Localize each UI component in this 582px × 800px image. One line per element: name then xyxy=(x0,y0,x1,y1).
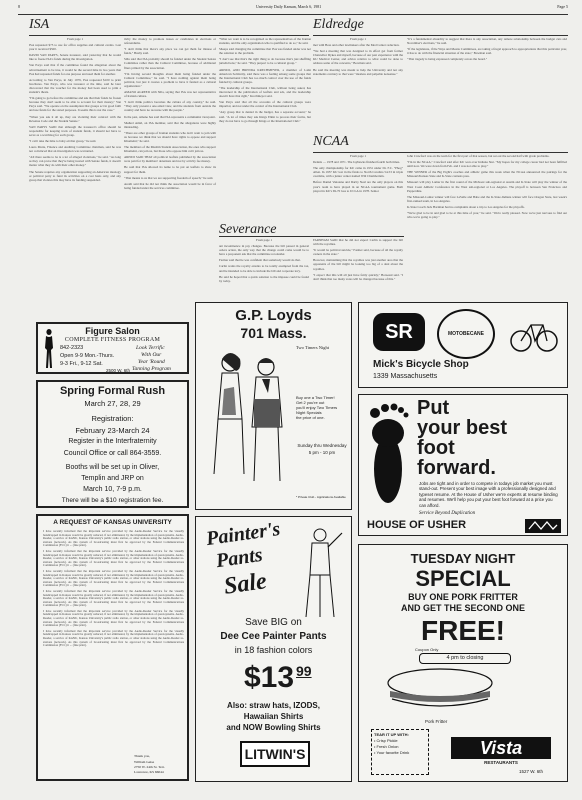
isa-para: He said that ISA allowed its name to be put on leaflets to show its support for them. xyxy=(124,165,216,174)
figure-salon-ad xyxy=(36,322,189,374)
micks-bicycle-ad xyxy=(358,302,568,388)
figure-salon-tag-3: Year 'Round xyxy=(138,359,165,365)
ncaa-para: K-State Coach Jack Hartman had no complaints about a trip to Los Angeles for the playoffs. xyxy=(407,204,525,209)
ncaa-para: John Crawford was on the team for the first part of that season, but sat out the second half with grade problems. xyxy=(407,154,550,158)
rush-booths-1: Booths will be set up in Oliver, xyxy=(65,464,160,471)
isa-para: "I can't take the time to baby-sit that group," he said. xyxy=(29,138,97,143)
eldredge-para: He said the meeting was meant to help the University and not any statements contrary to that were "idealess and palpable nonsense." xyxy=(313,67,403,76)
pants-also-2: Hawaiian Shirts xyxy=(243,712,304,721)
isa-para: In the past, Amano has said that ISA represents a communist viewpoint. xyxy=(124,114,216,119)
isa-para: "I'm going to go before the committee and ask that their funds be frozen because they don't seem to be able to account for their money," Van Parys said. "We operate on the assumption that groups act in good faith and use funds for the stated purposes. It seems this is not the case." xyxy=(29,96,121,113)
isa-para: "All there seems to be is a lot of alleged violations," he said. "As long as they can prove that they're being treated with Senate funds, it doesn't matter what they do with their other money." xyxy=(29,155,121,168)
vista-ticket-line: TEAR IT UP WITH: xyxy=(374,732,409,737)
pants-save: Save BIG on xyxy=(245,617,302,628)
vista-logo: Vista xyxy=(451,737,551,759)
usher-tagline: Service Beyond Duplication xyxy=(419,511,476,516)
request-signature-3: Lawrence, KS 66044 xyxy=(134,770,164,774)
page-header-left: 8 xyxy=(18,4,20,9)
rush-title: Spring Formal Rush xyxy=(59,385,166,397)
eldredge-col-2 xyxy=(407,37,567,133)
figure-salon-title: Figure Salon xyxy=(85,326,140,336)
figure-salon-tag-4: Tanning Program xyxy=(132,366,171,372)
isa-para: VAN PARYS SAID that although the treasurer's office should be responsible for keeping track of student funds, it should not have to serve as a watchdog for each group. xyxy=(29,124,121,137)
spring-formal-rush-ad xyxy=(36,380,189,508)
isa-para: "I'm having second thoughts about them being funded under the Cultural Committee," he said. "I have nothing against them being political, but just it creates a problem to have it funded as a cultural organization." xyxy=(124,71,216,88)
bicycle-icon xyxy=(509,313,559,353)
vista-title-1: TUESDAY NIGHT xyxy=(410,551,516,566)
ncaa-rule xyxy=(313,152,568,153)
severance-para: "I expect that this will all just have fairly quickly," Horseaul said. "I don't think that too many votes will be changed because of this." xyxy=(313,272,403,281)
eldredge-para: "If the legislature, if the Ways and Means Committees, are taking a frugal approach to appropriations that this particular year, it has to do with the financial situation of the state," Bowman said. xyxy=(407,47,567,56)
eldredge-from: From page 1 xyxy=(349,37,367,41)
page-header xyxy=(18,4,568,15)
isa-para: The members of the Muslim Student Association, the ones who support Khomeini, can join us, but those who oppose him can't join us. xyxy=(124,145,216,154)
usher-body: Jobs are tight and in order to compete in todays job market you must stand-out. Present your best image with a professionally designed and typeset resume. At the House of Usher we're experts at resume binding and resumes. We'll help you put your best foot forward at a price you can afford. xyxy=(419,481,558,508)
pants-price: $13 xyxy=(244,661,295,694)
vista-address: 1527 W. 6th xyxy=(519,769,544,774)
isa-para: AREIDI, AND BRENDA KRECHMEYER, a member of Latin American Solidarity, said there was a feeling among some groups that the International Club has too much control over the use of the funds funded by cultural groups. xyxy=(219,67,311,84)
gp-loyds-name: G.P. Loyds xyxy=(235,307,312,324)
isa-para: Van Parys said that if the committee found the allegation about the advertisement to be true, it would be the second time in two years that ISA had requested funds for one purpose and used them for another. xyxy=(29,63,121,76)
request-letter-ad xyxy=(36,514,189,781)
eldredge-para: "That tragedy is being expressed completely across the board." xyxy=(407,57,488,62)
isa-para: tivity the money to promote issues or candidates in elections or referendums. xyxy=(124,37,216,46)
ncaa-para: "I'm in the NCAA," Crawford said after KU won over Indiana Stut. "My hopes for my college career had not been fulfilled until now. We were down from Feb. and I was not able to play." xyxy=(407,160,567,169)
rush-booths-2: Templin and JRP on xyxy=(81,475,144,482)
isa-para: Areidi said that he did not think the association would be in favor of being funded under the services committee. xyxy=(124,181,216,190)
isa-para: AREIDI SAID THAT all political leaflets published by the association were paid for by members' donations and not by activity fee money. xyxy=(124,155,216,164)
gp-loyds-note: * Private Club - Applications Available xyxy=(296,495,346,499)
request-body-text: I have recently informed that the important service provided by the Audio-Reader Service for the visually handicapped in Kansas would be greatly reduced, if not eliminated, by the implementation of quad-systems. Audio-Reader, a service of KANU, Kansas University's public radio station, or other stations using the Audio-Reader re-stations (network). As this system of broadcasting must first be approved by the Federal Communications Commission (FCC) it ... (fine print). xyxy=(43,530,184,548)
isa-para: "I don't think that there's any place we can get them for misuse of funds," Busby said. xyxy=(124,47,216,56)
eldredge-para: met with Hess and other lawmakers after the Med Center reduction. xyxy=(313,43,400,48)
isa-para: "Any group that is denied in the budget, has a separate account," he said. "A lot of times they ask Kings Elkin to process their forms, but they do not have to go through Kings or the International Club." xyxy=(219,110,311,123)
severance-para: However, maintaining that the royalties was just another area that the opponents of the bill might be looking too big of a deal about the royalties. xyxy=(313,258,403,271)
pants-brand: Dee Cee Painter Pants xyxy=(220,631,327,642)
gp-loyds-offer-line: the price of one. xyxy=(296,415,325,420)
couple-illustration-icon xyxy=(204,349,296,489)
figure-salon-tag-1: Look Terrific xyxy=(136,345,165,351)
gp-loyds-when-1: Sunday thru Wednesday xyxy=(297,443,347,448)
request-body-text: I have recently informed that the important service provided by the Audio-Reader Service for the visually handicapped in Kansas would be greatly reduced, if not eliminated, by the implementation of quad-systems. Audio-Reader, a service of KANU, Kansas University's public radio station, or other stations using the Audio-Reader re-stations (network). As this system of broadcasting must first be approved by the Federal Communications Commission (FCC) it ... (fine print). xyxy=(43,608,184,628)
vista-logo-sub: RESTAURANTS xyxy=(484,760,518,765)
rush-reg-where: Register in the Interfraternity xyxy=(68,438,157,445)
severance-headline: Severance xyxy=(219,222,277,237)
isa-para: Van Parys said that all the accounts of the cultural groups were impartial, and not under the control of the International Club. xyxy=(219,100,311,109)
rush-reg-dates: February 23-March 24 xyxy=(75,426,150,435)
vista-title-2: SPECIAL xyxy=(415,566,511,591)
isa-para: "There are other groups of Iranian students who don't want to join with us because we think that we should have rights to oppose and support Khomeini," he said. xyxy=(124,130,216,143)
gp-loyds-ad xyxy=(195,302,352,510)
rush-reg-office: Council Office or call 864-3559. xyxy=(63,450,162,457)
vista-item: Pork Fritter xyxy=(425,719,448,724)
page-header-center: University Daily Kansan, March 6, 1981 xyxy=(256,4,322,9)
vista-ticket-line: • Fresh Onion xyxy=(374,744,399,749)
isa-para: "I don't see that that's the right thing to do because that's just shuffling jurisdictions," he said. "They purport to be a cultural group." xyxy=(219,57,311,66)
ncaa-para: "We're glad to be in and glad to be at this time of year," he said. "We're really pleased. Now we're just nervous to find out who we're going to play." xyxy=(407,211,567,220)
isa-from: From page 1 xyxy=(66,37,84,41)
isa-col-1 xyxy=(29,37,121,305)
isa-para: "What we want is to be recognized as the representatives of the Iranian students, and the only organization who is qualified to do so," he said. xyxy=(219,37,311,46)
vista-special-ad xyxy=(358,544,568,782)
gp-loyds-times: Two Timers Night xyxy=(296,345,329,350)
isa-para: According to Van Parys, in July 1979, ISA requested $100 to print brochures. Van Parys, who was treasurer at the time, said he later discovered that the voucher for the money had been used to print a student's thesis. xyxy=(29,77,121,95)
vista-offer-1: BUY ONE PORK FRITTER xyxy=(408,592,518,602)
isa-para: Shaeps said changing the committee that ISA was funded under was not the solution to the problem. xyxy=(219,47,311,56)
pork-fritter-sandwich-icon xyxy=(381,665,499,717)
pants-price-cents: 99 xyxy=(296,663,312,679)
pants-also-1: Also: straw hats, IZODS, xyxy=(227,701,320,710)
ncaa-para: Dennis — 1978 and 1971. The Jayhawks finished fourth both times. xyxy=(313,160,401,165)
rush-booths-3: March 10, 7-9 p.m. xyxy=(83,486,142,493)
gp-loyds-offer-line: you'll enjoy Two Timers xyxy=(296,405,338,410)
severance-col-1 xyxy=(219,238,309,302)
severance-para: Farmer said that he was confident that somebody would do that. xyxy=(219,258,301,263)
figure-silhouette-icon xyxy=(42,328,56,370)
request-signature-2: 2750 W. 24th St. Terr. xyxy=(134,765,165,769)
eldredge-para: "We had a meeting that was designed to in effect get from former Chancellor Dykes and myself, because of our past experience with the KU Medical Center, and advice relative to what could be done to address some of the concerns," Bowman said. xyxy=(313,49,403,66)
severance-para: FARNHAM SAID that he did not expect Carlin to support the bill with the royalties. xyxy=(313,238,403,247)
figure-salon-phone: 842-2323 xyxy=(60,345,84,351)
gp-loyds-address: 701 Mass. xyxy=(240,325,307,341)
vista-offer-3: FREE! xyxy=(421,615,505,646)
litwins-logo: LITWIN'S xyxy=(240,741,310,767)
usher-headline-2: your best xyxy=(417,417,508,439)
ncaa-para: Before Daniel Vanatene and Darby Neal are the only players on this year's team to have played in an NCAA tournament game. Both played in KU's 69-70 loss to UCLA in 1978. Senior xyxy=(313,180,403,193)
figure-salon-tag-2: With Our xyxy=(141,352,162,358)
micks-address: 1339 Massachusetts xyxy=(373,373,438,380)
ncaa-from: From page 1 xyxy=(349,154,367,158)
vista-ticket-line: • Your favorite Drink xyxy=(374,750,410,755)
eldredge-col-1 xyxy=(313,37,403,133)
request-body-text: I have recently informed that the important service provided by the Audio-Reader Service for the visually handicapped in Kansas would be greatly reduced, if not eliminated, by the implementation of quad-systems. Audio-Reader, a service of KANU, Kansas University's public radio station, or other stations using the Audio-Reader re-stations (network). As this system of broadcasting must first be approved by the Federal Communications Commission (FCC) it ... (fine print). xyxy=(43,548,184,568)
page-header-right: Page 5 xyxy=(557,4,568,9)
footprint-icon xyxy=(365,399,411,511)
isa-headline: ISA xyxy=(29,17,50,32)
isa-rule xyxy=(29,35,309,36)
isa-para: AMANO AGREED with Silla, saying that ISA was not representative of Iranian culture. xyxy=(124,90,216,99)
usher-headline-1: Put xyxy=(417,397,450,419)
isa-para: ISA requested $75 to use for office supplies and cultural events. Last year it received $500. xyxy=(29,43,121,52)
isa-para: DAVID VAN PARYS, Senate treasurer, said yesterday that he would like to freeze ISA's funds during the investigation. xyxy=(29,53,121,62)
gp-loyds-offer xyxy=(296,395,348,420)
severance-rule xyxy=(219,236,404,237)
severance-col-2 xyxy=(313,238,403,302)
vista-offer-2: AND GET THE SECOND ONE xyxy=(400,603,525,613)
eldredge-rule xyxy=(313,35,568,36)
eldredge-headline: Eldredge xyxy=(313,17,364,32)
figure-salon-hours-1: Open 9-9 Mon.-Thurs. xyxy=(60,353,115,359)
vista-ticket xyxy=(371,729,429,775)
ncaa-para: Missouri will play Lamar in the first round of the Midwest sub-regional at Austin and K-State will play the winner of the West Coast Athletic Conference in the West sub-regional at Los Angeles. The playoff is between San Francisco and Pepperdine. xyxy=(407,180,567,193)
pants-headline-2: Pants xyxy=(214,543,264,573)
severance-para: Carlin wants the royalty extents to be totally exempted from the tax, and he intended to be able to include the bill and corporate levy. xyxy=(219,264,309,273)
gp-loyds-when-2: 5 pm - 10 pm xyxy=(308,450,336,455)
request-title: A REQUEST OF KANSAS UNIVERSITY xyxy=(53,519,172,526)
painter-figure-icon xyxy=(294,525,346,619)
request-body-text: I have recently informed that the important service provided by the Audio-Reader Service for the visually handicapped in Kansas would be greatly reduced, if not eliminated, by the implementation of quad-systems. Audio-Reader, a service of KANU, Kansas University's public radio station, or other stations using the Audio-Reader re-stations (network). As this system of broadcasting must first be approved by the Federal Communications Commission (FCC) it ... (fine print). xyxy=(43,568,184,588)
ncaa-col-2 xyxy=(407,154,567,302)
pants-also-3: and NOW Bowling Shirts xyxy=(226,723,321,732)
request-closing: Thank you, xyxy=(134,754,150,758)
eldredge-para: "It's a fundamental absurdity to suggest that there is any association, any remote relationship between the budget cuts and November's elections," he said. xyxy=(407,37,567,46)
pants-headline-3: Sale xyxy=(222,568,269,600)
request-body-text: I have recently informed that the important service provided by the Audio-Reader Service for the visually handicapped in Kansas would be greatly reduced, if not eliminated, by the implementation of quad-systems. Audio-Reader, a service of KANU, Kansas University's public radio station, or other stations using the Audio-Reader re-stations (network). As this system of broadcasting must first be approved by the Federal Communications Commission (FCC) it ... (fine print). xyxy=(43,588,184,608)
isa-para: Shahrel Amid, an ISA member, said that the allegations were highly misleading. xyxy=(124,120,216,129)
painters-pants-ad xyxy=(195,516,352,782)
vista-ticket-line: • Crisp Pickle xyxy=(374,738,398,743)
usher-name: HOUSE OF USHER xyxy=(367,519,467,531)
ncaa-para: THE WINNER of the Big Eight's coaches and athletic game this week when the NCAA announced the pairings for the Missouri/Kansas State and K-State contests pass. xyxy=(407,170,567,179)
ncaa-para: The only championship for KU came in 1931 under Dr. F.C. "Phog" Allen. In 1957 KU lost in the finals to North Carolina 54-53 in triple overtime, with a junior center named Wilt Chamberlain. xyxy=(313,166,403,179)
figure-salon-hours-2: 9-3 Fri., 9-12 Sat. xyxy=(60,361,103,367)
isa-para: Laura Marie, Finance and Auditing Committee chairman, said he was not convinced that an investigation was warranted. xyxy=(29,145,121,154)
gp-loyds-offer-line: Buy one a Two Timer! xyxy=(296,395,335,400)
request-body xyxy=(43,530,184,752)
severance-para: He said he hoped that a quick solution to the impasse could be found by today. xyxy=(219,274,309,283)
pants-colors: in 18 fashion colors xyxy=(234,645,313,655)
isa-col-3 xyxy=(219,37,311,222)
rush-dates: March 27, 28, 29 xyxy=(84,399,141,408)
isa-para: "That means to us that we are supporting freedom of speech," he said. xyxy=(124,175,214,180)
pants-headline-1: Painter's xyxy=(204,517,282,551)
isa-col-2 xyxy=(124,37,216,305)
micks-name: Mick's Bicycle Shop xyxy=(373,359,469,370)
usher-headline-3: foot xyxy=(417,437,455,459)
usher-logo-icon xyxy=(525,519,561,533)
rush-reg-label: Registration: xyxy=(91,414,134,423)
usher-headline-4: forward. xyxy=(417,457,496,479)
figure-salon-subtitle: COMPLETE FITNESS PROGRAM xyxy=(64,337,161,343)
figure-salon-address: 2500 W. 6th xyxy=(106,368,131,373)
vista-coupon: Coupon Only xyxy=(415,647,439,652)
isa-para: Silla said that ISA probably should be funded under the Student Senate Committee rather than the Cultural Committee, because of additional fliers printed by the association. xyxy=(124,57,216,70)
severance-from: From page 1 xyxy=(255,238,273,242)
gp-loyds-offer-line: Night Specials xyxy=(296,410,322,415)
ncaa-headline: NCAA xyxy=(313,134,349,149)
isa-para: "The leadership of the International Club, without being asked, has intervened in the publication of leaflets and ads, and the leadership doesn't have that right," Krechmeyer said. xyxy=(219,85,311,99)
ncaa-para: The Missouri-Lamar winner will face LaSalle and Babe and the K-State-Indiana winner will face Oregon State, last week's first-ranked team, in Los Angeles. xyxy=(407,194,567,203)
ncaa-col-1 xyxy=(313,154,403,236)
severance-para: ant incontinence in pay changes. Because the bill passed in general orders action, the only way that the change could come would be to have a proponent ask that the committee reconsider. xyxy=(219,244,309,257)
house-of-usher-ad xyxy=(358,394,568,536)
sr-logo: SR xyxy=(373,313,425,351)
motobecane-logo: MOTOBECANE xyxy=(437,309,495,359)
severance-para: "It would be political suicide," Farmer said, because of all the royalty owners in the state." xyxy=(313,248,403,257)
rush-fee: There will be a $10 registration fee. xyxy=(61,497,164,504)
vista-hours: 4 pm to closing xyxy=(419,653,511,664)
request-signature-1: William Geise xyxy=(134,760,155,764)
isa-para: "I don't think politics becomes the culture of any country," he said. "They only present a one-sided view, and the students from outside the country and have no recourse with the people." xyxy=(124,100,216,113)
isa-para: The Senate requires any organization supporting an American ideology or political party to fund its activities on a cost basis only, and any group that violates this may have its funding suspended. xyxy=(29,169,121,182)
gp-loyds-offer-line: Get 2 you're out xyxy=(296,400,325,405)
request-body-text: I have recently informed that the important service provided by the Audio-Reader Service for the visually handicapped in Kansas would be greatly reduced, if not eliminated, by the implementation of quad-systems. Audio-Reader, a service of KANU, Kansas University's public radio station, or other stations using the Audio-Reader re-stations (network). As this system of broadcasting must first be approved by the Federal Communications Commission (FCC) it ... (fine print). xyxy=(43,628,184,648)
isa-para: "When you ask it all up, they are violating their contract with the Revenue Code and the Student Senate." xyxy=(29,114,121,123)
